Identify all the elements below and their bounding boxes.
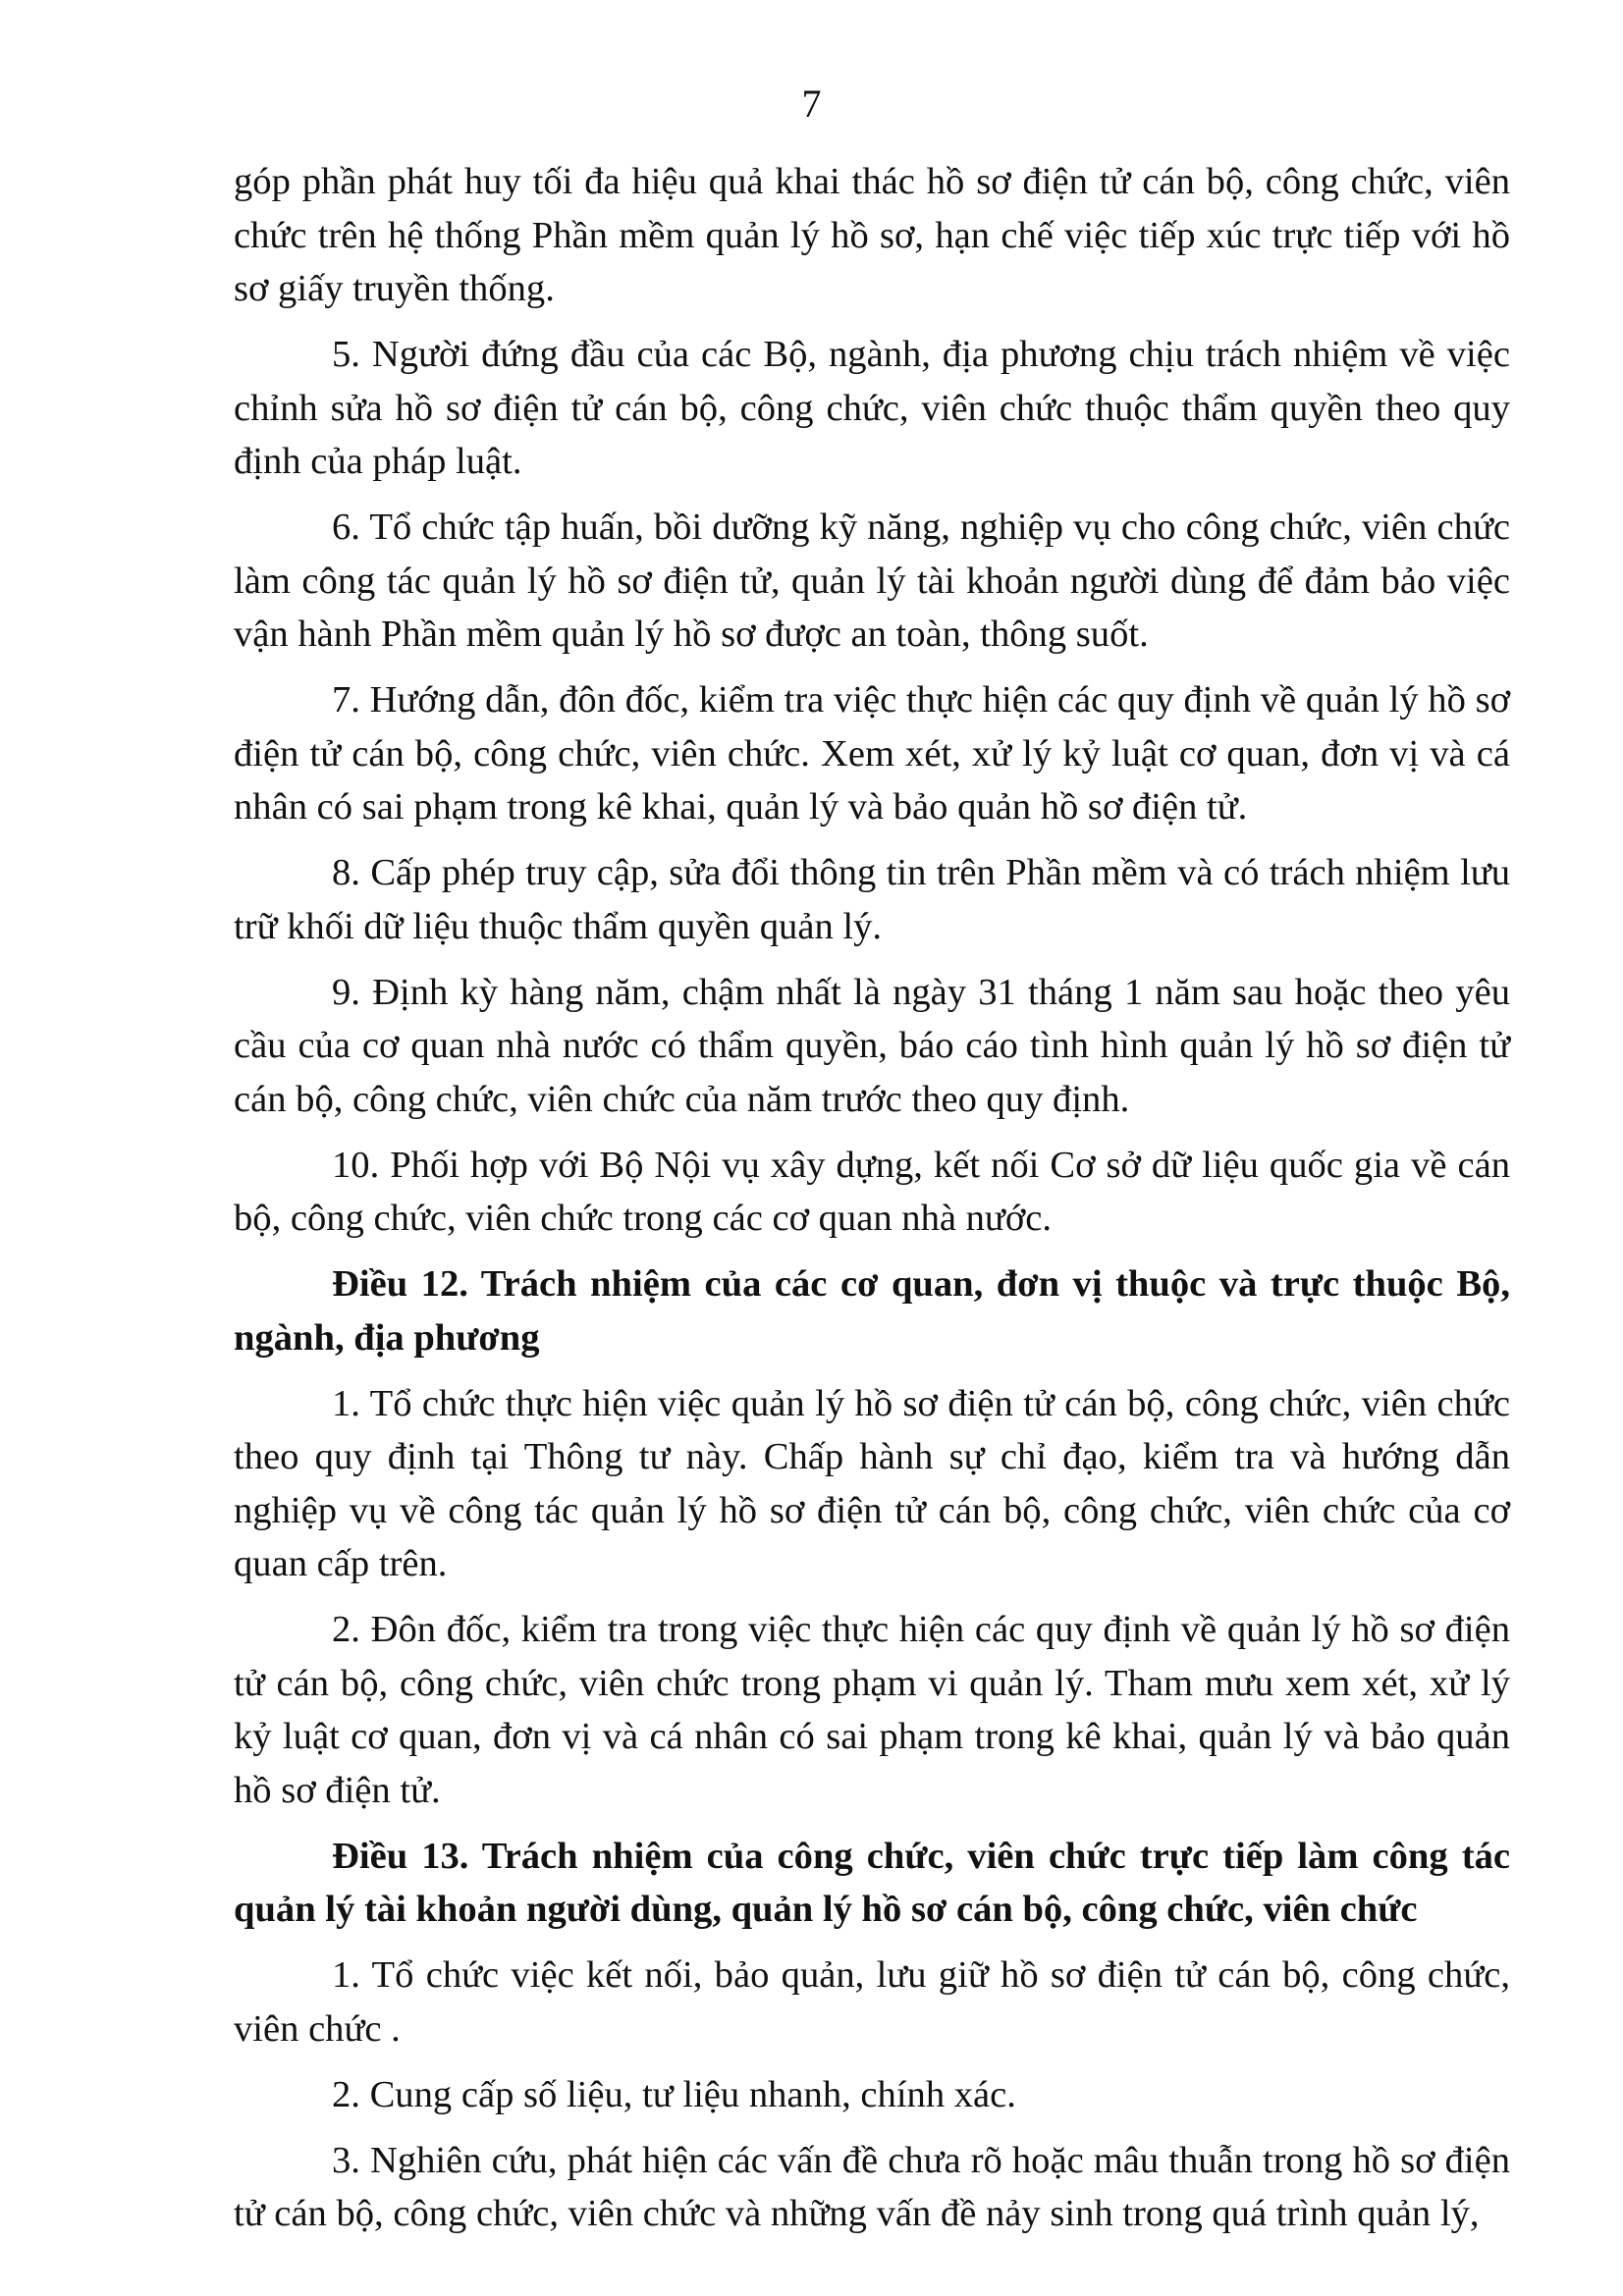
article-13-item-2: 2. Cung cấp số liệu, tư liệu nhanh, chính xác. — [332, 2073, 1016, 2115]
paragraph-item-10: 10. Phối hợp với Bộ Nội vụ xây dựng, kết nối Cơ sở dữ liệu quốc gia về cán bộ, công chức, viên chức trong các cơ quan nhà nước. — [234, 1144, 1510, 1239]
paragraph-item-8: 8. Cấp phép truy cập, sửa đổi thông tin trên Phần mềm và có trách nhiệm lưu trữ khối dữ liệu thuộc thẩm quyền quản lý. — [234, 852, 1510, 947]
article-13-item-1: 1. Tổ chức việc kết nối, bảo quản, lưu giữ hồ sơ điện tử cán bộ, công chức, viên chức . — [234, 1954, 1510, 2050]
article-13-item-3: 3. Nghiên cứu, phát hiện các vấn đề chưa rõ hoặc mâu thuẫn trong hồ sơ điện tử cán bộ, công chức, viên chức và những vấn đề nảy sinh trong quá trình quản lý, — [234, 2139, 1510, 2234]
article-12-heading: Điều 12. Trách nhiệm của các cơ quan, đơn vị thuộc và trực thuộc Bộ, ngành, địa phương — [234, 1263, 1510, 1359]
paragraph-continuation: góp phần phát huy tối đa hiệu quả khai thác hồ sơ điện tử cán bộ, công chức, viên chức trên hệ thống Phần mềm quản lý hồ sơ, hạn chế việc tiếp xúc trực tiếp với hồ sơ giấy truyền thống. — [234, 161, 1510, 309]
document-body — [234, 155, 1510, 2253]
article-12-item-2: 2. Đôn đốc, kiểm tra trong việc thực hiện các quy định về quản lý hồ sơ điện tử cán bộ, công chức, viên chức trong phạm vi quản lý. Tham mưu xem xét, xử lý kỷ luật cơ quan, đơn vị và cá nhân có sai phạm trong kê khai, quản lý và bảo quản hồ sơ điện tử. — [234, 1609, 1510, 1811]
page-number: 7 — [801, 81, 822, 126]
paragraph-item-6: 6. Tổ chức tập huấn, bồi dưỡng kỹ năng, nghiệp vụ cho công chức, viên chức làm công tác quản lý hồ sơ điện tử, quản lý tài khoản người dùng để đảm bảo việc vận hành Phần mềm quản lý hồ sơ được an toàn, thông suốt. — [234, 507, 1510, 655]
paragraph-item-9: 9. Định kỳ hàng năm, chậm nhất là ngày 31 tháng 1 năm sau hoặc theo yêu cầu của cơ quan nhà nước có thẩm quyền, báo cáo tình hình quản lý hồ sơ điện tử cán bộ, công chức, viên chức của năm trước theo quy định. — [234, 971, 1510, 1120]
paragraph-item-7: 7. Hướng dẫn, đôn đốc, kiểm tra việc thực hiện các quy định về quản lý hồ sơ điện tử cán bộ, công chức, viên chức. Xem xét, xử lý kỷ luật cơ quan, đơn vị và cá nhân có sai phạm trong kê khai, quản lý và bảo quản hồ sơ điện tử. — [234, 679, 1510, 828]
paragraph-item-5: 5. Người đứng đầu của các Bộ, ngành, địa phương chịu trách nhiệm về việc chỉnh sửa hồ sơ điện tử cán bộ, công chức, viên chức thuộc thẩm quyền theo quy định của pháp luật. — [234, 334, 1510, 482]
article-12-item-1: 1. Tổ chức thực hiện việc quản lý hồ sơ điện tử cán bộ, công chức, viên chức theo quy định tại Thông tư này. Chấp hành sự chỉ đạo, kiểm tra và hướng dẫn nghiệp vụ về công tác quản lý hồ sơ điện tử cán bộ, công chức, viên chức của cơ quan cấp trên. — [234, 1382, 1510, 1584]
article-13-heading: Điều 13. Trách nhiệm của công chức, viên chức trực tiếp làm công tác quản lý tài khoản người dùng, quản lý hồ sơ cán bộ, công chức, viên chức — [234, 1835, 1510, 1930]
